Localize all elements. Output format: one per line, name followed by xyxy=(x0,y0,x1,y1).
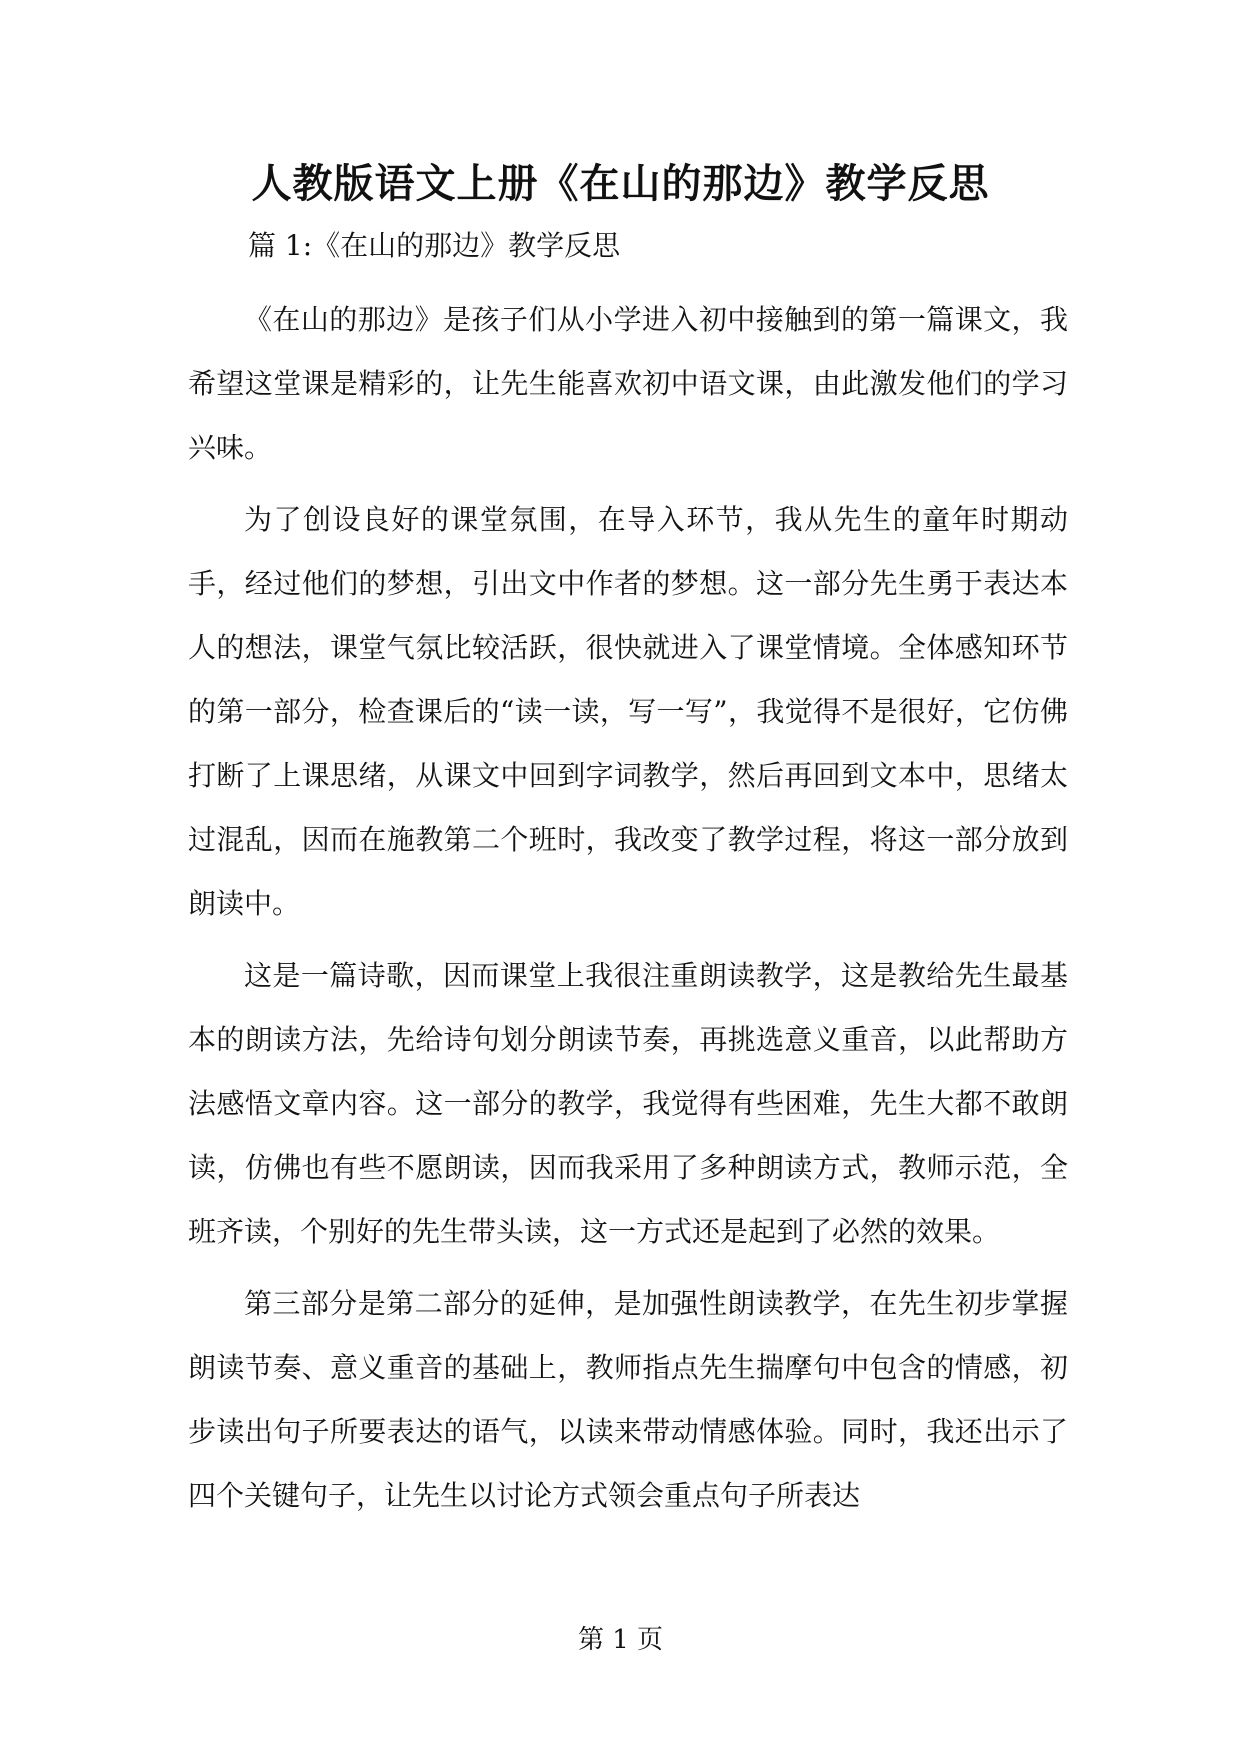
paragraph-2: 为了创设良好的课堂氛围，在导入环节，我从先生的童年时期动手，经过他们的梦想，引出文中作者的梦想。这一部分先生勇于表达本人的想法，课堂气氛比较活跃，很快就进入了课堂情境。全体感知环节的第一部分，检查课后的“读一读，写一写”，我觉得不是很好，它仿佛打断了上课思绪，从课文中回到字词教学，然后再回到文本中，思绪太过混乱，因而在施教第二个班时，我改变了教学过程，将这一部分放到朗读中。 xyxy=(188,503,1068,920)
paragraph-3: 这是一篇诗歌，因而课堂上我很注重朗读教学，这是教给先生最基本的朗读方法，先给诗句划分朗读节奏，再挑选意义重音，以此帮助方法感悟文章内容。这一部分的教学，我觉得有些困难，先生大都不敢朗读，仿佛也有些不愿朗读，因而我采用了多种朗读方式，教师示范，全班齐读，个别好的先生带头读，这一方式还是起到了必然的效果。 xyxy=(188,959,1068,1248)
section-heading: 篇 1:《在山的那边》教学反思 xyxy=(248,229,621,262)
document-title: 人教版语文上册《在山的那边》教学反思 xyxy=(251,160,990,207)
paragraph-1: 《在山的那边》是孩子们从小学进入初中接触到的第一篇课文，我希望这堂课是精彩的，让先生能喜欢初中语文课，由此激发他们的学习兴味。 xyxy=(188,303,1068,464)
paragraph-4: 第三部分是第二部分的延伸，是加强性朗读教学，在先生初步掌握朗读节奏、意义重音的基础上，教师指点先生揣摩句中包含的情感，初步读出句子所要表达的语气，以读来带动情感体验。同时，我还出示了四个关键句子，让先生以讨论方式领会重点句子所表达 xyxy=(188,1287,1068,1512)
page-number: 第 1 页 xyxy=(577,1625,664,1655)
document-body xyxy=(188,288,1068,1536)
